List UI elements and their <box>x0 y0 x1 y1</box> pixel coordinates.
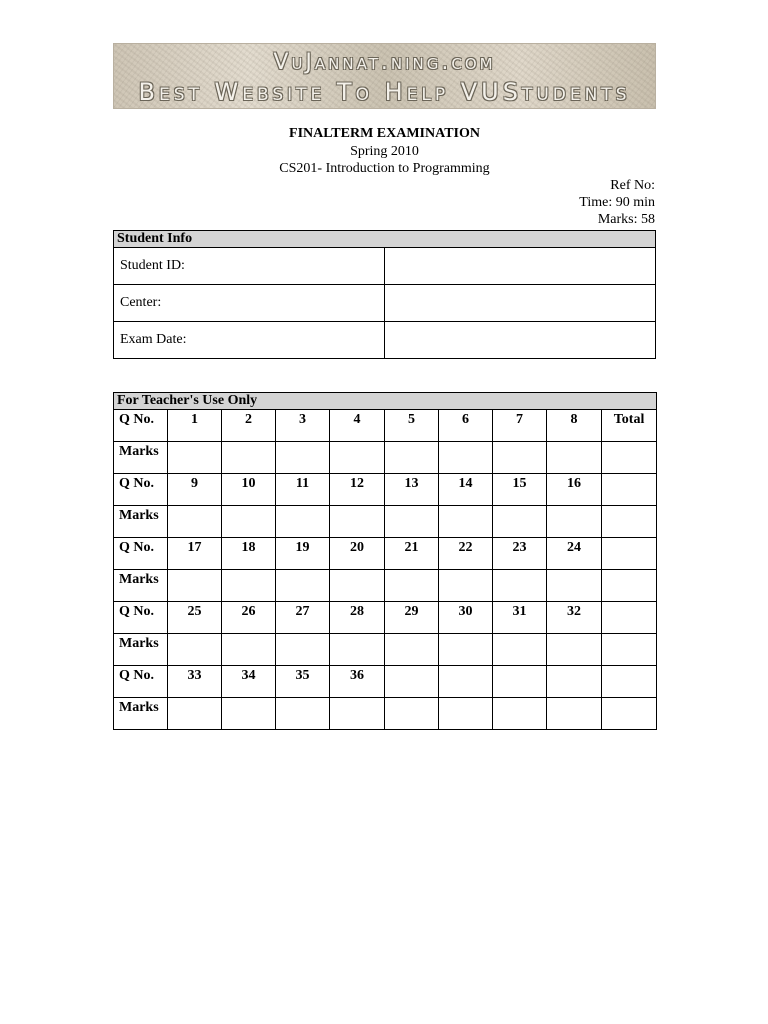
course-title: CS201- Introduction to Programming <box>279 161 490 176</box>
marks-cell[interactable] <box>439 634 493 666</box>
q-no-label: Q No. <box>114 666 168 698</box>
question-number-row <box>114 538 657 570</box>
marks-cell[interactable] <box>168 634 222 666</box>
marks-cell[interactable] <box>439 442 493 474</box>
banner-tagline: Best Website To Help VUStudents <box>138 78 631 106</box>
q-no-label: Q No. <box>114 602 168 634</box>
marks-cell[interactable] <box>330 634 385 666</box>
question-number-cell: 26 <box>222 602 276 634</box>
marks-row <box>114 698 657 730</box>
question-number-cell: 12 <box>330 474 385 506</box>
question-number-cell: 2 <box>222 410 276 442</box>
marks-cell[interactable] <box>602 506 657 538</box>
question-number-cell: 15 <box>493 474 547 506</box>
marks-label: Marks <box>114 634 168 666</box>
question-number-cell: 27 <box>276 602 330 634</box>
marks-cell[interactable] <box>547 570 602 602</box>
question-number-cell: 31 <box>493 602 547 634</box>
student-info-heading: Student Info <box>114 231 656 248</box>
question-number-cell: 30 <box>439 602 493 634</box>
question-number-row <box>114 410 657 442</box>
marks-cell[interactable] <box>493 698 547 730</box>
q-no-label: Q No. <box>114 410 168 442</box>
center-label: Center: <box>114 285 385 322</box>
marks-cell[interactable] <box>385 506 439 538</box>
exam-marks: Marks: 58 <box>597 212 655 227</box>
question-number-cell: 9 <box>168 474 222 506</box>
marks-cell[interactable] <box>276 634 330 666</box>
question-number-cell: 35 <box>276 666 330 698</box>
question-number-cell <box>385 666 439 698</box>
student-id-field[interactable] <box>385 248 656 285</box>
marks-label: Marks <box>114 506 168 538</box>
question-number-cell: 6 <box>439 410 493 442</box>
question-number-cell: 23 <box>493 538 547 570</box>
exam-term: Spring 2010 <box>350 144 419 159</box>
total-cell <box>602 602 657 634</box>
total-cell <box>602 666 657 698</box>
marks-cell[interactable] <box>547 442 602 474</box>
question-number-row <box>114 474 657 506</box>
q-no-label: Q No. <box>114 538 168 570</box>
marks-cell[interactable] <box>222 634 276 666</box>
total-cell <box>602 538 657 570</box>
question-number-cell: 17 <box>168 538 222 570</box>
exam-title: FINALTERM EXAMINATION <box>289 126 480 141</box>
marks-cell[interactable] <box>168 698 222 730</box>
marks-cell[interactable] <box>168 570 222 602</box>
marks-cell[interactable] <box>168 442 222 474</box>
question-number-cell: 24 <box>547 538 602 570</box>
marks-cell[interactable] <box>276 442 330 474</box>
question-number-cell: 28 <box>330 602 385 634</box>
marks-cell[interactable] <box>493 442 547 474</box>
question-number-cell: 36 <box>330 666 385 698</box>
question-number-cell <box>547 666 602 698</box>
marks-cell[interactable] <box>330 506 385 538</box>
marks-cell[interactable] <box>385 634 439 666</box>
marks-cell[interactable] <box>493 570 547 602</box>
site-banner <box>113 43 656 109</box>
marks-row <box>114 442 657 474</box>
exam-date-field[interactable] <box>385 322 656 359</box>
total-header: Total <box>602 410 657 442</box>
student-id-label: Student ID: <box>114 248 385 285</box>
marks-cell[interactable] <box>276 698 330 730</box>
marks-cell[interactable] <box>385 442 439 474</box>
question-number-cell: 29 <box>385 602 439 634</box>
question-number-cell: 34 <box>222 666 276 698</box>
teacher-use-table <box>113 392 657 730</box>
marks-row <box>114 506 657 538</box>
marks-cell[interactable] <box>168 506 222 538</box>
question-number-cell: 3 <box>276 410 330 442</box>
question-number-cell: 16 <box>547 474 602 506</box>
question-number-cell: 22 <box>439 538 493 570</box>
total-cell <box>602 474 657 506</box>
marks-cell[interactable] <box>602 698 657 730</box>
marks-cell[interactable] <box>547 634 602 666</box>
marks-cell[interactable] <box>439 570 493 602</box>
question-number-cell: 1 <box>168 410 222 442</box>
exam-time: Time: 90 min <box>579 195 655 210</box>
question-number-row <box>114 666 657 698</box>
question-number-cell: 11 <box>276 474 330 506</box>
marks-row <box>114 570 657 602</box>
question-number-cell <box>439 666 493 698</box>
banner-site-name: VuJannat.ning.com <box>273 50 496 75</box>
marks-cell[interactable] <box>547 506 602 538</box>
marks-cell[interactable] <box>493 634 547 666</box>
marks-cell[interactable] <box>222 698 276 730</box>
question-number-cell: 20 <box>330 538 385 570</box>
center-field[interactable] <box>385 285 656 322</box>
marks-cell[interactable] <box>330 698 385 730</box>
exam-date-row <box>114 322 656 359</box>
student-info-heading-row <box>114 231 656 248</box>
question-number-cell: 5 <box>385 410 439 442</box>
ref-no: Ref No: <box>610 178 655 193</box>
teacher-use-heading: For Teacher's Use Only <box>114 393 657 410</box>
question-number-cell: 18 <box>222 538 276 570</box>
marks-cell[interactable] <box>493 506 547 538</box>
marks-cell[interactable] <box>602 634 657 666</box>
marks-label: Marks <box>114 442 168 474</box>
marks-cell[interactable] <box>222 570 276 602</box>
marks-cell[interactable] <box>276 506 330 538</box>
marks-cell[interactable] <box>330 442 385 474</box>
question-number-cell: 13 <box>385 474 439 506</box>
marks-cell[interactable] <box>385 698 439 730</box>
marks-label: Marks <box>114 698 168 730</box>
marks-cell[interactable] <box>330 570 385 602</box>
marks-cell[interactable] <box>385 570 439 602</box>
marks-cell[interactable] <box>222 442 276 474</box>
question-number-cell: 14 <box>439 474 493 506</box>
marks-cell[interactable] <box>602 570 657 602</box>
student-id-row <box>114 248 656 285</box>
marks-cell[interactable] <box>439 698 493 730</box>
question-number-row <box>114 602 657 634</box>
teacher-use-heading-row <box>114 393 657 410</box>
question-number-cell: 19 <box>276 538 330 570</box>
teacher-use-body <box>114 410 657 730</box>
question-number-cell: 8 <box>547 410 602 442</box>
exam-date-label: Exam Date: <box>114 322 385 359</box>
question-number-cell: 25 <box>168 602 222 634</box>
marks-cell[interactable] <box>602 442 657 474</box>
question-number-cell: 21 <box>385 538 439 570</box>
marks-cell[interactable] <box>547 698 602 730</box>
marks-label: Marks <box>114 570 168 602</box>
question-number-cell <box>493 666 547 698</box>
question-number-cell: 7 <box>493 410 547 442</box>
student-info-table <box>113 230 656 359</box>
marks-cell[interactable] <box>276 570 330 602</box>
marks-row <box>114 634 657 666</box>
center-row <box>114 285 656 322</box>
question-number-cell: 10 <box>222 474 276 506</box>
question-number-cell: 4 <box>330 410 385 442</box>
marks-cell[interactable] <box>222 506 276 538</box>
marks-cell[interactable] <box>439 506 493 538</box>
question-number-cell: 33 <box>168 666 222 698</box>
question-number-cell: 32 <box>547 602 602 634</box>
q-no-label: Q No. <box>114 474 168 506</box>
